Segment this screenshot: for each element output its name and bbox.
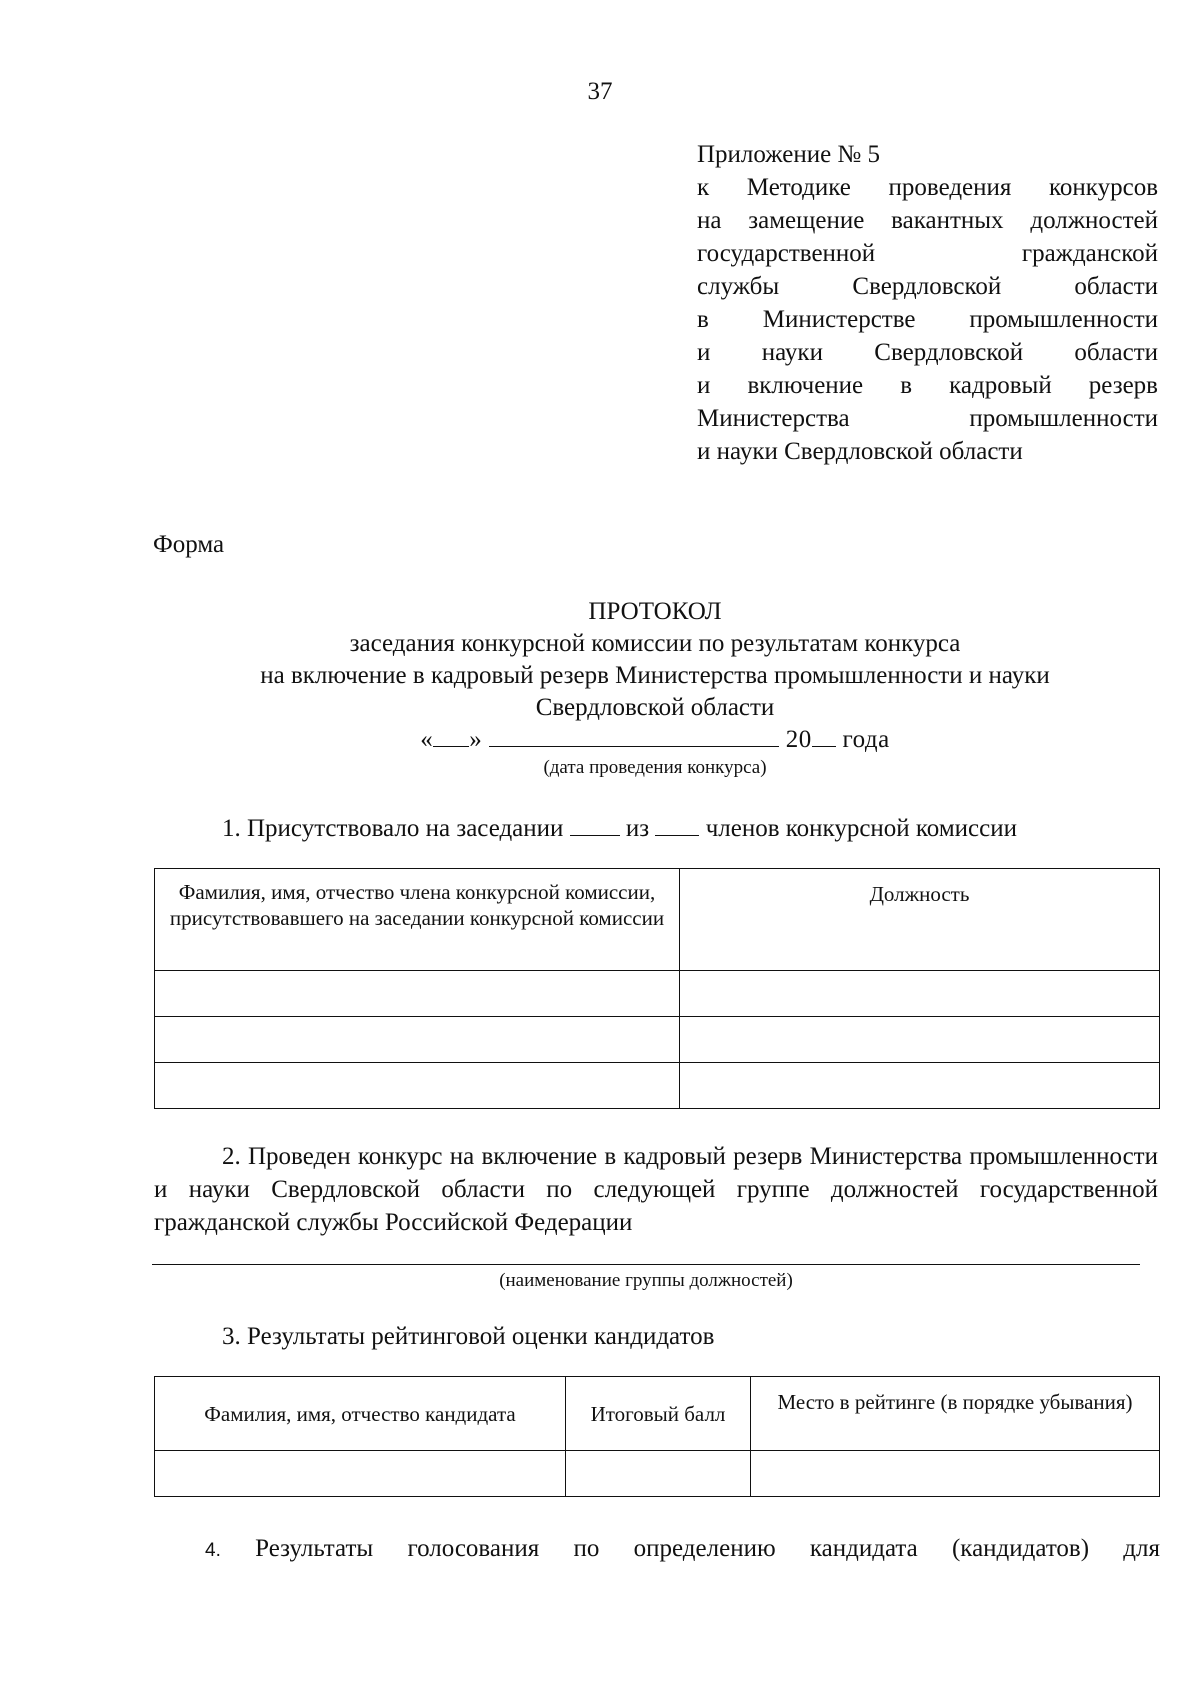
table-header-row bbox=[155, 1377, 1160, 1451]
table-cell[interactable] bbox=[155, 1451, 566, 1497]
table-cell[interactable] bbox=[680, 1017, 1160, 1063]
appendix-line: на замещение вакантных должностей bbox=[697, 207, 1158, 234]
quote-close: » bbox=[469, 726, 483, 753]
protocol-subtitle-line: Свердловской области bbox=[535, 694, 775, 721]
day-blank[interactable] bbox=[433, 724, 469, 747]
appendix-line: и науки Свердловской области bbox=[697, 339, 1158, 366]
table-cell[interactable] bbox=[155, 1063, 680, 1109]
appendix-line: и включение в кадровый резерв bbox=[697, 372, 1158, 399]
section1-text: 1. Присутствовало на заседании из членов конкурсной комиссии bbox=[222, 815, 1017, 842]
table-header-row bbox=[155, 869, 1160, 971]
table-cell[interactable] bbox=[680, 1063, 1160, 1109]
section4-text: 4. Результаты голосования по определению кандидата (кандидатов) для bbox=[205, 1535, 1160, 1562]
candidate-name-header: Фамилия, имя, отчество кандидата bbox=[155, 1377, 566, 1451]
protocol-title-block bbox=[150, 596, 1160, 780]
members-position-header: Должность bbox=[680, 869, 1160, 971]
protocol-subtitle-line: на включение в кадровый резерв Министерства промышленности и науки bbox=[260, 662, 1050, 689]
appendix-line: Министерства промышленности bbox=[697, 405, 1158, 432]
table-cell[interactable] bbox=[566, 1451, 751, 1497]
year-blank[interactable] bbox=[812, 724, 836, 747]
date-caption: (дата проведения конкурса) bbox=[543, 757, 767, 778]
members-name-header: Фамилия, имя, отчество члена конкурсной комиссии, присутствовавшего на заседании конкурсной комиссии bbox=[155, 869, 680, 971]
table-cell[interactable] bbox=[155, 971, 680, 1017]
appendix-line: Приложение № 5 bbox=[697, 141, 881, 168]
section2-text: 2. Проведен конкурс на включение в кадровый резерв Министерства промышленности и науки Свердловской области по следующей группе должностей государственной гражданской службы Российской Федерации bbox=[154, 1143, 1158, 1236]
appendix-line: службы Свердловской области bbox=[697, 273, 1158, 300]
table-row bbox=[155, 1017, 1160, 1063]
protocol-subtitle-line: заседания конкурсной комиссии по результатам конкурса bbox=[349, 630, 961, 657]
year-suffix: года bbox=[842, 726, 890, 753]
table-cell[interactable] bbox=[751, 1451, 1160, 1497]
table-cell[interactable] bbox=[680, 971, 1160, 1017]
position-group-blank[interactable] bbox=[152, 1264, 1140, 1265]
appendix-line: к Методике проведения конкурсов bbox=[697, 174, 1158, 201]
table-row bbox=[155, 1451, 1160, 1497]
quote-open: « bbox=[420, 726, 434, 753]
section3-text: 3. Результаты рейтинговой оценки кандидатов bbox=[222, 1323, 715, 1350]
rating-table bbox=[154, 1376, 1160, 1497]
appendix-line: государственной гражданской bbox=[697, 240, 1158, 267]
position-group-caption: (наименование группы должностей) bbox=[499, 1270, 793, 1291]
month-blank[interactable] bbox=[489, 724, 779, 747]
page-number: 37 bbox=[587, 78, 613, 105]
present-count-blank[interactable] bbox=[570, 813, 620, 836]
date-line bbox=[150, 724, 1160, 756]
table-row bbox=[155, 1063, 1160, 1109]
appendix-block bbox=[697, 138, 1158, 468]
table-cell[interactable] bbox=[155, 1017, 680, 1063]
total-score-header: Итоговый балл bbox=[566, 1377, 751, 1451]
form-label: Форма bbox=[153, 531, 225, 558]
appendix-line: в Министерстве промышленности bbox=[697, 306, 1158, 333]
table-row bbox=[155, 971, 1160, 1017]
total-count-blank[interactable] bbox=[655, 813, 699, 836]
members-table bbox=[154, 868, 1160, 1109]
rating-place-header: Место в рейтинге (в порядке убывания) bbox=[751, 1377, 1160, 1451]
appendix-line: и науки Свердловской области bbox=[697, 438, 1023, 465]
protocol-heading: ПРОТОКОЛ bbox=[588, 598, 722, 625]
year-prefix: 20 bbox=[785, 726, 812, 753]
